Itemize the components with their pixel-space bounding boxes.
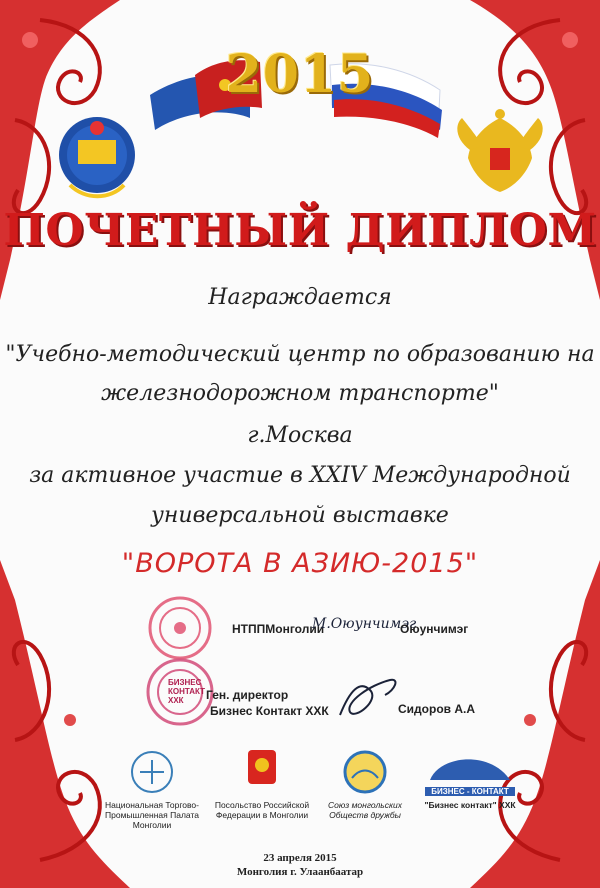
first-signer-name: Оюунчимэг [400, 622, 469, 636]
logo-caption-embassy: Посольство Российской Федерации в Монголии [214, 800, 310, 820]
year-badge [0, 44, 600, 105]
business-contact-logo-icon [430, 759, 510, 780]
chamber-stamp-icon [150, 598, 210, 658]
exhibition-name: "ВОРОТА В АЗИЮ-2015" [121, 548, 479, 579]
friendship-union-logo-icon [345, 752, 385, 792]
signature-sidorov-icon [340, 680, 395, 715]
ornament-bottom-left [0, 560, 130, 888]
second-signer-name: Сидоров А.А [398, 702, 476, 716]
footer-date: 23 апреля 2015 [263, 852, 337, 864]
diploma-title: ПОЧЕТНЫЙ ДИПЛОМ [3, 205, 597, 256]
reason-line-1: за активное участие в XXIV Международной [29, 463, 571, 488]
city-label: г.Москва [247, 423, 353, 448]
mongolia-emblem-icon [59, 117, 135, 196]
second-signer-org: Бизнес Контакт ХХК [210, 704, 329, 718]
russian-embassy-logo-icon [248, 750, 276, 784]
year-text: 2015 [225, 44, 375, 105]
logo-caption-friendship: Союз монгольских Обществ дружбы [328, 800, 402, 820]
russia-emblem-icon [457, 109, 542, 192]
logo-caption-business-contact: "Бизнес контакт" ХХК [424, 800, 516, 810]
ornament-bottom-right [470, 560, 600, 888]
business-contact-banner: БИЗНЕС - КОНТАКТ [425, 787, 515, 796]
awarded-label: Награждается [208, 285, 392, 310]
chamber-logo-icon [132, 752, 172, 792]
stamp-text: БИЗНЕС КОНТАКТ ХХК [168, 678, 206, 705]
org-line-2: железнодорожном транспорте" [101, 381, 499, 406]
footer-place: Монголия г. Улаанбаатар [236, 866, 364, 878]
first-signature: М.Оюунчимэг [312, 616, 417, 632]
second-signer-role: Ген. директор [206, 688, 289, 702]
reason-line-2: универсальной выставке [151, 503, 449, 528]
logo-caption-chamber: Национальная Торгово-Промышленная Палата Монголии [104, 800, 199, 830]
org-line-1: "Учебно-методический центр по образованию на [5, 342, 595, 367]
first-signer-org: НТППМонголии [232, 622, 325, 636]
